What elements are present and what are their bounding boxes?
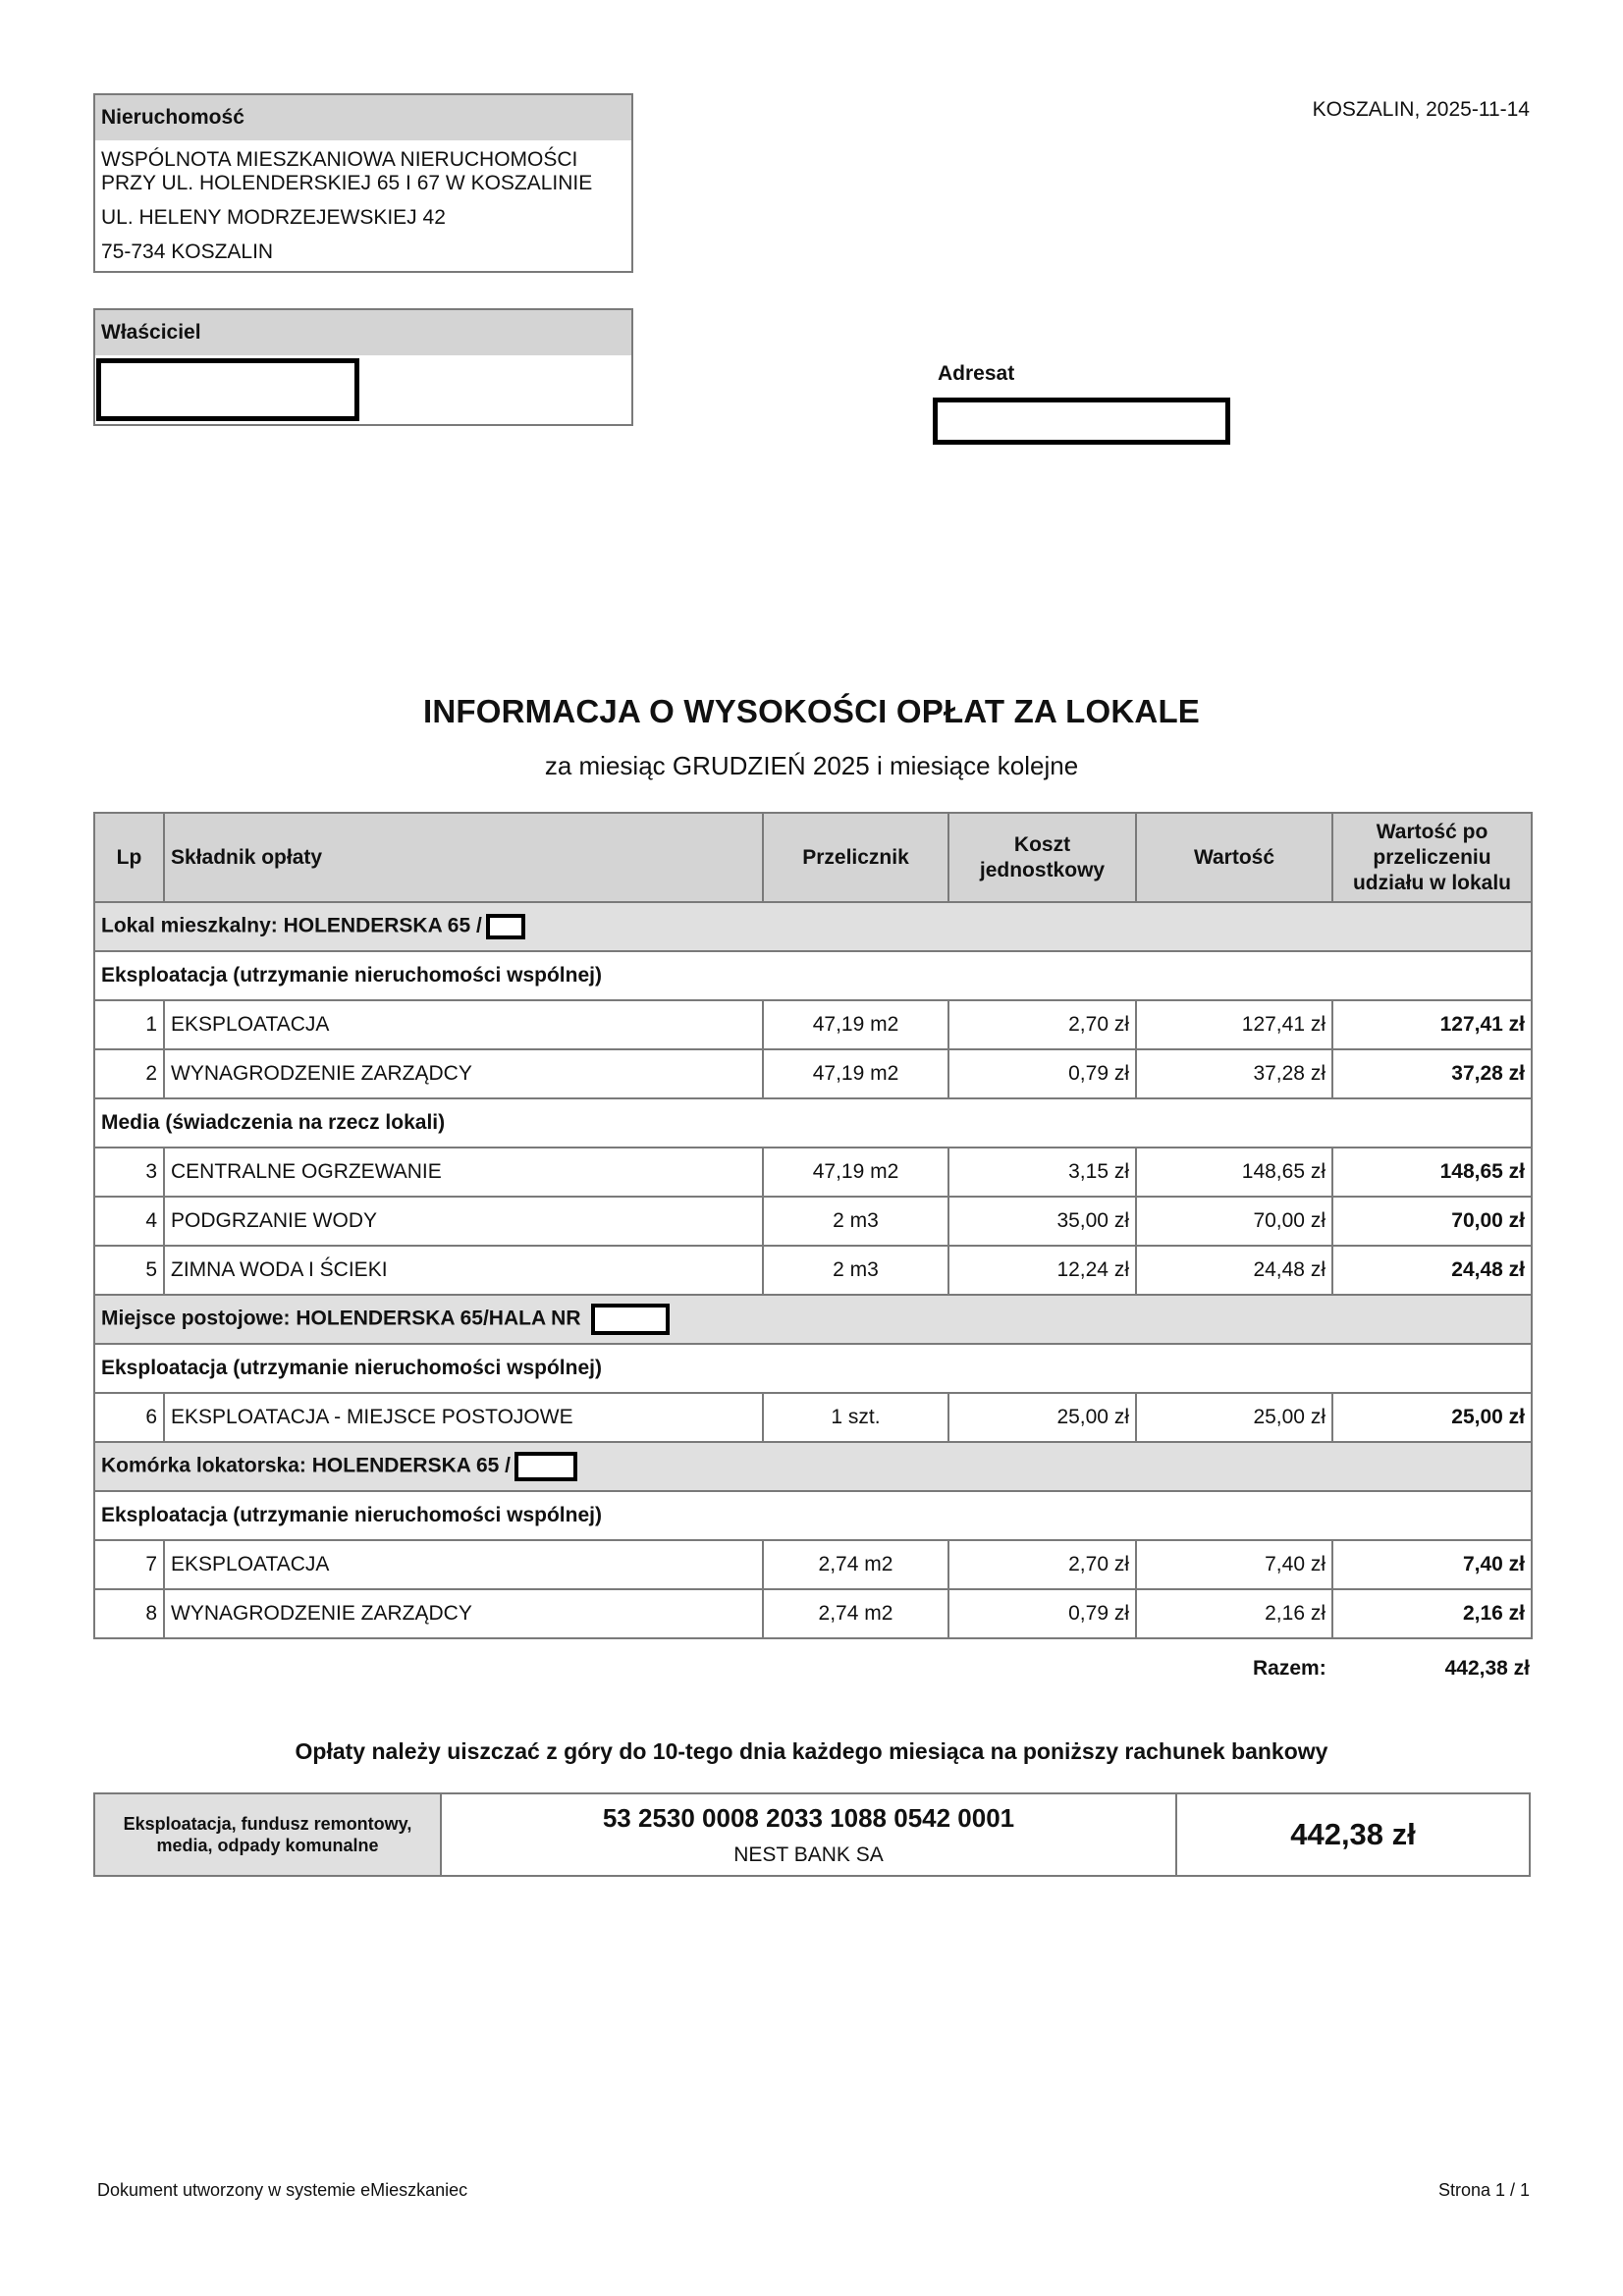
section-row-storage (94, 1442, 1532, 1491)
owner-name-redaction (96, 358, 359, 421)
cell-share-value: 37,28 zł (1332, 1049, 1532, 1098)
cell-unit-cost: 35,00 zł (948, 1197, 1136, 1246)
table-header-row (94, 813, 1532, 902)
bank-name: NEST BANK SA (733, 1842, 884, 1866)
payment-table (93, 1792, 1531, 1877)
fees-table (93, 812, 1533, 1639)
property-box-header: Nieruchomość (95, 95, 631, 140)
cell-value: 148,65 zł (1136, 1148, 1332, 1197)
cell-share-value: 25,00 zł (1332, 1393, 1532, 1442)
cell-multiplier: 1 szt. (763, 1393, 948, 1442)
payment-label-text: Eksploatacja, fundusz remontowy, media, odpady komunalne (123, 1814, 412, 1855)
cell-multiplier: 47,19 m2 (763, 1148, 948, 1197)
col-header-value: Wartość (1136, 813, 1332, 902)
cell-share-value: 70,00 zł (1332, 1197, 1532, 1246)
cell-unit-cost: 2,70 zł (948, 1540, 1136, 1589)
group-title: Eksploatacja (utrzymanie nieruchomości wspólnej) (94, 1344, 1532, 1393)
cell-multiplier: 2 m3 (763, 1246, 948, 1295)
cell-lp: 6 (94, 1393, 164, 1442)
table-row (94, 1197, 1532, 1246)
col-header-unit-cost: Koszt jednostkowy (948, 813, 1136, 902)
section-title: Miejsce postojowe: HOLENDERSKA 65/HALA NR (101, 1307, 581, 1330)
document-subtitle: za miesiąc GRUDZIEŃ 2025 i miesiące kolejne (544, 751, 1079, 780)
table-row (94, 1148, 1532, 1197)
cell-lp: 5 (94, 1246, 164, 1295)
cell-share-value: 7,40 zł (1332, 1540, 1532, 1589)
cell-unit-cost: 2,70 zł (948, 1000, 1136, 1049)
payment-account-cell (441, 1793, 1176, 1876)
table-row (94, 1540, 1532, 1589)
table-row (94, 1246, 1532, 1295)
group-row (94, 1491, 1532, 1540)
footer-page-number: Strona 1 / 1 (1437, 2180, 1530, 2200)
cell-name: CENTRALNE OGRZEWANIE (164, 1148, 763, 1197)
group-title: Eksploatacja (utrzymanie nieruchomości wspólnej) (94, 951, 1532, 1000)
cell-name: ZIMNA WODA I ŚCIEKI (164, 1246, 763, 1295)
col-header-share-value: Wartość po przeliczeniu udziału w lokalu (1332, 813, 1532, 902)
group-row (94, 1098, 1532, 1148)
cell-value: 7,40 zł (1136, 1540, 1332, 1589)
parking-number-redaction (591, 1304, 670, 1335)
cell-share-value: 24,48 zł (1332, 1246, 1532, 1295)
property-box (93, 93, 633, 273)
cell-lp: 3 (94, 1148, 164, 1197)
cell-value: 37,28 zł (1136, 1049, 1332, 1098)
cell-multiplier: 47,19 m2 (763, 1049, 948, 1098)
cell-name: EKSPLOATACJA (164, 1540, 763, 1589)
property-name-line1: WSPÓLNOTA MIESZKANIOWA NIERUCHOMOŚCI (101, 148, 578, 171)
payment-label (94, 1793, 441, 1876)
group-title: Media (świadczenia na rzecz lokali) (94, 1098, 1532, 1148)
table-row (94, 1589, 1532, 1638)
section-row-parking (94, 1295, 1532, 1344)
group-row (94, 951, 1532, 1000)
cell-multiplier: 2 m3 (763, 1197, 948, 1246)
place-date: KOSZALIN, 2025-11-14 (1312, 98, 1530, 121)
section-row-apartment (94, 902, 1532, 951)
section-title: Lokal mieszkalny: HOLENDERSKA 65 / (101, 914, 482, 937)
table-row (94, 1393, 1532, 1442)
cell-name: WYNAGRODZENIE ZARZĄDCY (164, 1589, 763, 1638)
cell-name: WYNAGRODZENIE ZARZĄDCY (164, 1049, 763, 1098)
addressee-redaction (933, 398, 1230, 445)
property-street: UL. HELENY MODRZEJEWSKIEJ 42 (101, 206, 446, 229)
owner-box-header: Właściciel (95, 310, 631, 355)
payment-note: Opłaty należy uiszczać z góry do 10-tego dnia każdego miesiąca na poniższy rachunek bankowy (295, 1738, 1328, 1764)
cell-share-value: 148,65 zł (1332, 1148, 1532, 1197)
cell-value: 70,00 zł (1136, 1197, 1332, 1246)
cell-lp: 4 (94, 1197, 164, 1246)
footer-generated-by: Dokument utworzony w systemie eMieszkaniec (97, 2180, 468, 2200)
col-header-component: Składnik opłaty (164, 813, 763, 902)
table-row (94, 1000, 1532, 1049)
cell-unit-cost: 0,79 zł (948, 1589, 1136, 1638)
property-name-line2: PRZY UL. HOLENDERSKIEJ 65 I 67 W KOSZALINIE (101, 172, 593, 194)
cell-name: EKSPLOATACJA (164, 1000, 763, 1049)
cell-lp: 7 (94, 1540, 164, 1589)
cell-name: PODGRZANIE WODY (164, 1197, 763, 1246)
section-title: Komórka lokatorska: HOLENDERSKA 65 / (101, 1454, 511, 1477)
table-row (94, 1049, 1532, 1098)
cell-value: 25,00 zł (1136, 1393, 1332, 1442)
total-value: 442,38 zł (1444, 1657, 1530, 1680)
bank-account-number: 53 2530 0008 2033 1088 0542 0001 (602, 1802, 1015, 1833)
cell-unit-cost: 25,00 zł (948, 1393, 1136, 1442)
cell-multiplier: 47,19 m2 (763, 1000, 948, 1049)
payment-amount: 442,38 zł (1176, 1793, 1530, 1876)
cell-value: 127,41 zł (1136, 1000, 1332, 1049)
cell-lp: 1 (94, 1000, 164, 1049)
document-title: INFORMACJA O WYSOKOŚCI OPŁAT ZA LOKALE (422, 693, 1201, 729)
cell-unit-cost: 12,24 zł (948, 1246, 1136, 1295)
cell-value: 24,48 zł (1136, 1246, 1332, 1295)
storage-number-redaction (514, 1452, 577, 1481)
col-header-lp: Lp (94, 813, 164, 902)
property-postal-city: 75-734 KOSZALIN (101, 240, 274, 263)
addressee-label: Adresat (938, 362, 1015, 385)
cell-name: EKSPLOATACJA - MIEJSCE POSTOJOWE (164, 1393, 763, 1442)
cell-multiplier: 2,74 m2 (763, 1589, 948, 1638)
cell-lp: 2 (94, 1049, 164, 1098)
cell-share-value: 127,41 zł (1332, 1000, 1532, 1049)
group-title: Eksploatacja (utrzymanie nieruchomości wspólnej) (94, 1491, 1532, 1540)
group-row (94, 1344, 1532, 1393)
cell-multiplier: 2,74 m2 (763, 1540, 948, 1589)
total-label: Razem: (1253, 1657, 1326, 1680)
cell-unit-cost: 3,15 zł (948, 1148, 1136, 1197)
cell-lp: 8 (94, 1589, 164, 1638)
cell-unit-cost: 0,79 zł (948, 1049, 1136, 1098)
cell-value: 2,16 zł (1136, 1589, 1332, 1638)
apartment-number-redaction (486, 914, 525, 939)
col-header-multiplier: Przelicznik (763, 813, 948, 902)
cell-share-value: 2,16 zł (1332, 1589, 1532, 1638)
